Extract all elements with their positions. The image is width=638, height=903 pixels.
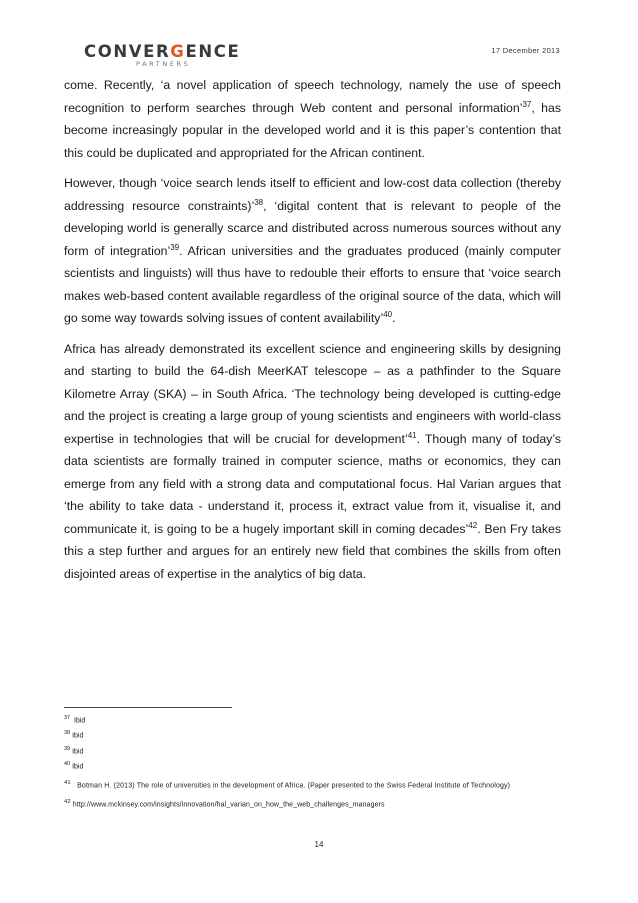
footnote-text: Botman H. (2013) The role of universities in the development of Africa. (Paper presented to the Swiss Federal Institute of Technology): [77, 782, 511, 790]
footnote-ref[interactable]: 42: [468, 520, 478, 530]
footnote-number: 41: [64, 780, 71, 787]
footnote-ref[interactable]: 41: [407, 430, 417, 440]
footnote-url-link[interactable]: http://www.mckinsey.com/insights/innovation/hal_varian_on_how_the_web_challenges_managers: [72, 800, 385, 808]
footnote: [64, 743, 564, 758]
footnote-number: 38: [64, 730, 71, 737]
footnote-text: Ibid: [72, 763, 84, 771]
footnote: [64, 775, 564, 794]
paragraph: come. Recently, ‘a novel application of speech technology, namely the use of speech recognition to perform searches through Web content and personal information’$^{37}$, has become increasingly popular in the developed world and it is this paper’s contention that this could be duplicated and appropriated for the African continent.: [64, 78, 561, 160]
footnote-text: Ibid: [72, 732, 84, 740]
footnote-ref[interactable]: 40: [383, 309, 393, 319]
footnote-number: 42: [64, 798, 71, 805]
footnote-text: Ibid: [74, 717, 86, 725]
footnote-number: 39: [64, 745, 71, 752]
footnote-divider: [64, 707, 232, 708]
footnote-number: 40: [64, 760, 71, 767]
logo-wordmark: [84, 42, 240, 61]
footnote-text: Ibid: [72, 747, 84, 755]
page-number: 14: [314, 840, 324, 849]
footnote-number: 37: [64, 715, 71, 721]
footnote: [64, 795, 564, 812]
footnote-ref[interactable]: 39: [170, 242, 180, 252]
paragraph: Africa has already demonstrated its excellent science and engineering skills by designing and starting to build the 64-dish MeerKAT telescope – as a pathfinder to the Square Kilometre Array (SKA) – in South Africa. ‘The technology being developed is cutting-edge and the project is creating a large group of young scientists and engineers with world-class expertise in technologies that will be crucial for development’$^{41}$. Though many of today’s data scientists are formally trained in computer science, maths or economics, they can emerge from any field with a strong data and computational focus. Hal Varian argues that ‘the ability to take data - understand it, process it, extract value from it, visualise it, and communicate it, is going to be a hugely important skill in coming decades’$^{42}$. Ben Fry takes this a step further and argues for an entirely new field that combines the skills from often disjointed areas of expertise in the analytics of big data.: [64, 341, 561, 581]
logo-g-letter: G: [170, 42, 186, 61]
logo-text-after: ENCE: [185, 42, 241, 61]
logo-subtext: PARTNERS: [136, 60, 191, 68]
footnote: [64, 727, 564, 742]
footnote: [64, 712, 564, 727]
logo-text-before: CONVER: [84, 42, 171, 61]
body-text: [64, 74, 561, 593]
footnote-ref[interactable]: 37: [522, 99, 532, 109]
footnote: [64, 758, 564, 773]
document-date: 17 December 2013: [491, 46, 560, 55]
footnotes: [64, 712, 564, 812]
footnote-ref[interactable]: 38: [254, 197, 264, 207]
paragraph: However, though ‘voice search lends itself to efficient and low-cost data collection (thereby addressing resource constraints)’$^{38}$, ‘digital content that is relevant to people of the developing world is generally scarce and distributed across numerous sources without any form of integration’$^{39}$. African universities and the graduates produced (mainly computer scientists and linguists) will thus have to redouble their efforts to ensure that ‘voice search makes web-based content available regardless of the original source of the data, which will go some way towards solving issues of content availability’$^{40}$.: [64, 176, 561, 325]
company-logo: [84, 42, 241, 76]
